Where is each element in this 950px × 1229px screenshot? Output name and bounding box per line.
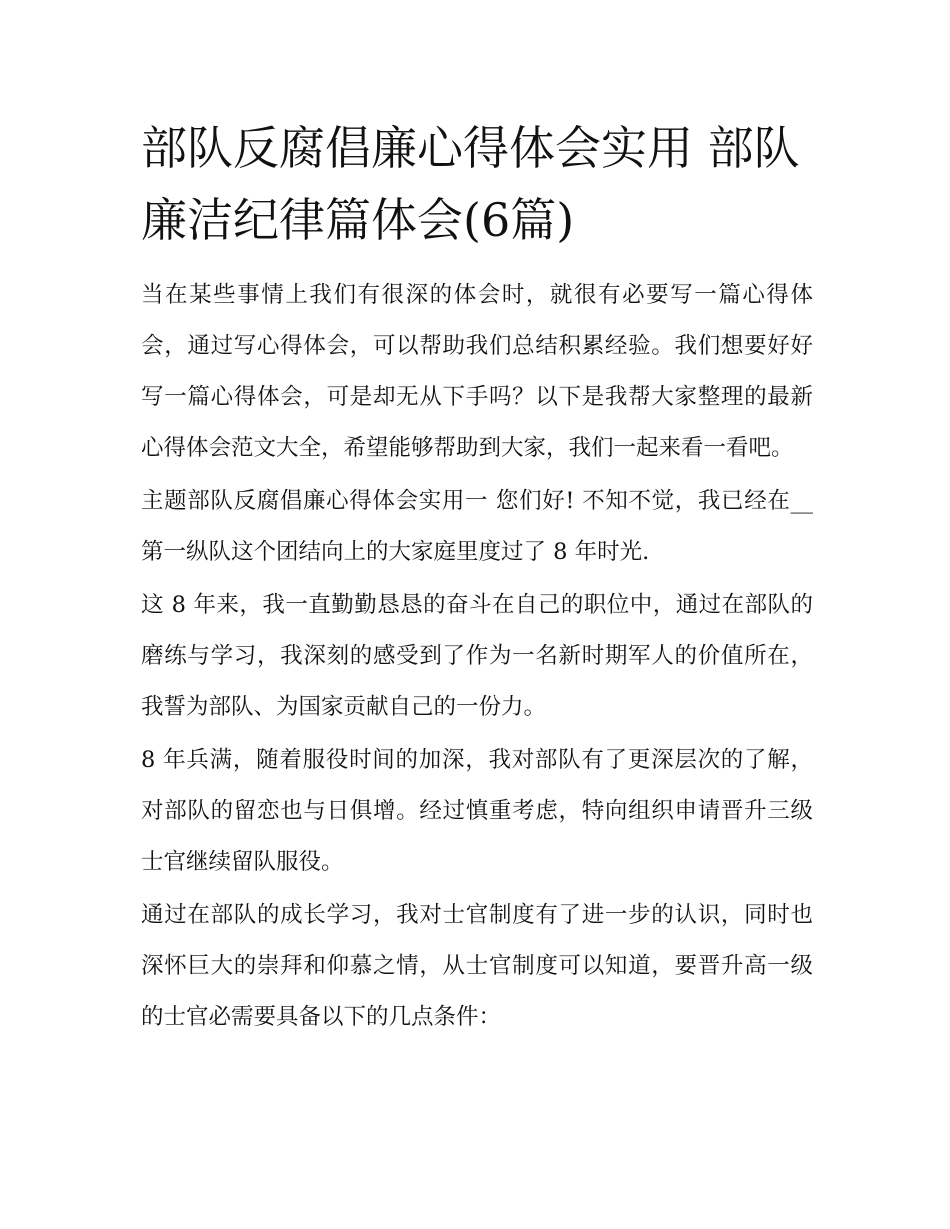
paragraph-eight-years: 这 8 年来，我一直勤勤恳恳的奋斗在自己的职位中，通过在部队的磨练与学习，我深刻的感受到了作为一名新时期军人的价值所在，我誓为部队、为国家贡献自己的一份力。 <box>141 592 813 720</box>
paragraph-service-end: 8 年兵满，随着服役时间的加深，我对部队有了更深层次的了解，对部队的留恋也与日俱增。经过慎重考虑，特向组织申请晋升三级士官继续留队服役。 <box>141 747 813 875</box>
document-title: 部队反腐倡廉心得体会实用 部队廉洁纪律篇体会(6篇) <box>141 121 800 247</box>
paragraph-intro: 当在某些事情上我们有很深的体会时，就很有必要写一篇心得体会，通过写心得体会，可以帮助我们总结积累经验。我们想要好好写一篇心得体会，可是却无从下手吗？以下是我帮大家整理的最新心得体会范文大全，希望能够帮助到大家，我们一起来看一看吧。 <box>141 282 813 461</box>
document-content <box>141 112 813 1045</box>
paragraph-greeting: 主题部队反腐倡廉心得体会实用一 您们好! 不知不觉，我已经在__第一纵队这个团结向上的大家庭里度过了 8 年时光. <box>141 488 813 565</box>
paragraph-nco-system: 通过在部队的成长学习，我对士官制度有了进一步的认识，同时也深怀巨大的崇拜和仰慕之情，从士官制度可以知道，要晋升高一级的士官必需要具备以下的几点条件： <box>141 902 813 1030</box>
